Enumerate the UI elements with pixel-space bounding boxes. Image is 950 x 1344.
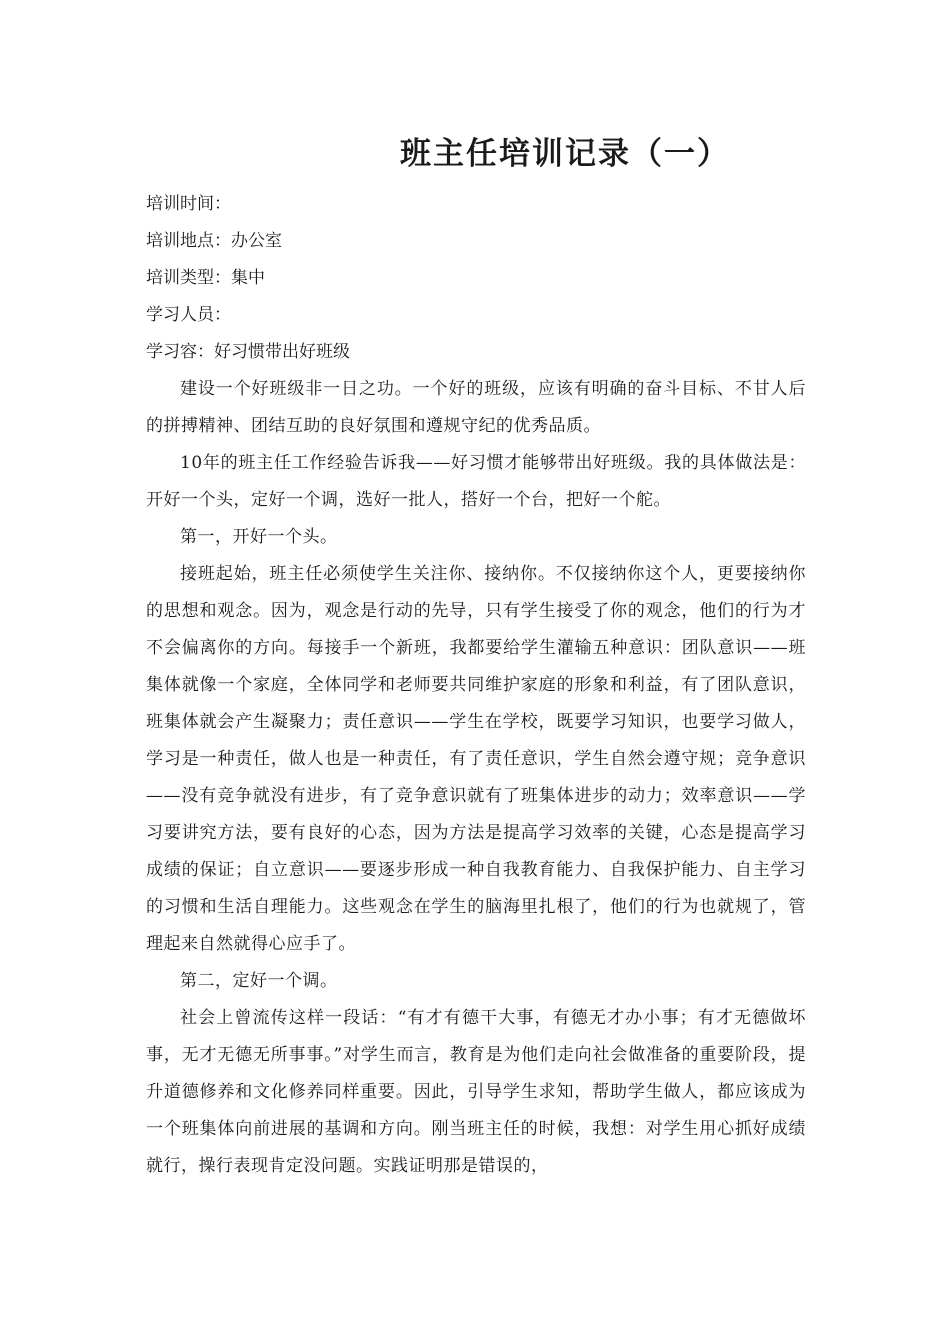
- document-body: [146, 186, 806, 1185]
- paragraph: 社会上曾流传这样一段话：“有才有德干大事，有德无才办小事；有才无德做坏事，无才无德无所事事。”对学生而言，教育是为他们走向社会做准备的重要阶段，提升道德修养和文化修养同样重要。因此，引导学生求知，帮助学生做人，都应该成为一个班集体向前进展的基调和方向。刚当班主任的时候，我想：对学生用心抓好成绩就行，操行表现肯定没问题。实践证明那是错误的，: [146, 1008, 806, 1176]
- meta-training-time: 培训时间：: [146, 194, 231, 214]
- meta-participants: 学习人员：: [146, 305, 231, 325]
- meta-study-content: 学习容：好习惯带出好班级: [146, 342, 350, 362]
- section-heading: 第二，定好一个调。: [180, 971, 338, 991]
- paragraph: 建设一个好班级非一日之功。一个好的班级，应该有明确的奋斗目标、不甘人后的拼搏精神、团结互助的良好氛围和遵规守纪的优秀品质。: [146, 379, 806, 436]
- paragraph: 接班起始，班主任必须使学生关注你、接纳你。不仅接纳你这个人，更要接纳你的思想和观念。因为，观念是行动的先导，只有学生接受了你的观念，他们的行为才不会偏离你的方向。每接手一个新班，我都要给学生灌输五种意识：团队意识——班集体就像一个家庭，全体同学和老师要共同维护家庭的形象和利益，有了团队意识，班集体就会产生凝聚力；责任意识——学生在学校，既要学习知识，也要学习做人，学习是一种责任，做人也是一种责任，有了责任意识，学生自然会遵守规；竞争意识——没有竞争就没有进步，有了竞争意识就有了班集体进步的动力；效率意识——学习要讲究方法，要有良好的心态，因为方法是提高学习效率的关键，心态是提高学习成绩的保证；自立意识——要逐步形成一种自我教育能力、自我保护能力、自主学习的习惯和生活自理能力。这些观念在学生的脑海里扎根了，他们的行为也就规了，管理起来自然就得心应手了。: [146, 564, 806, 954]
- paragraph: 10年的班主任工作经验告诉我——好习惯才能够带出好班级。我的具体做法是：开好一个头，定好一个调，选好一批人，搭好一个台，把好一个舵。: [146, 453, 806, 510]
- meta-training-location: 培训地点：办公室: [146, 231, 282, 251]
- document-title: 班主任培训记录（一）: [400, 136, 730, 172]
- meta-training-type: 培训类型：集中: [146, 268, 265, 288]
- section-heading: 第一，开好一个头。: [180, 527, 338, 547]
